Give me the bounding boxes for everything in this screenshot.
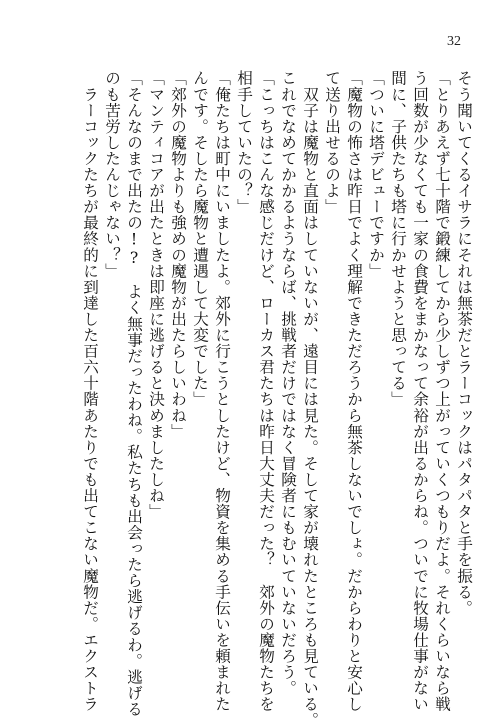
text-line: 「ついに塔デビューですか」	[367, 70, 385, 279]
text-line: 「マンティコアが出たときは即座に逃げると決めましたしね」	[147, 70, 165, 520]
text-line: 「魔物の怖さは昨日でよく理解できただろうから無茶しないでしょ。だからわりと安心し	[345, 70, 363, 712]
text-line: 「俺たちは町中にいましたよ。郊外に行こうとしたけど、物資を集める手伝いを頼まれた	[213, 70, 231, 712]
text-line: て送り出せるのよ」	[323, 70, 341, 215]
text-line: そう聞いてくるイサラにそれは無茶だとラーコックはパタパタと手を振る。	[455, 70, 473, 616]
text-line: のも苦労したんじゃない？」	[103, 70, 121, 279]
text-line: 間に、子供たちも塔に行かせようと思ってる」	[389, 70, 407, 408]
text-line: う回数が少なくても一家の食費をまかなって余裕が出るからね。ついでに牧場仕事がない	[411, 70, 429, 712]
text-line: これでなめてかかるようならば、挑戦者だけではなく冒険者にもむいていないだろう。	[279, 70, 297, 696]
text-line: 双子は魔物と直面はしていないが、遠目には見た。そして家が壊れたところも見ている。	[301, 70, 319, 728]
text-line: 「こっちはこんな感じだけど、ローカス君たちは昨日大丈夫だった？ 郊外の魔物たちを	[257, 70, 275, 712]
text-line: 相手していたの？」	[235, 70, 253, 215]
text-line: んです。そしたら魔物と遭遇して大変でした」	[191, 70, 209, 408]
text-line: 「郊外の魔物よりも強めの魔物が出たらしいわね」	[169, 70, 187, 440]
vertical-text-body	[79, 70, 475, 728]
page-number: 32	[447, 34, 461, 49]
text-line: ラーコックたちが最終的に到達した百六十階あたりでも出てこない魔物だ。エクストラ	[81, 70, 99, 712]
text-line: 「とりあえず七十階で鍛練してから少しずつ上がっていくつもりだよ。それくらいなら戦	[433, 70, 451, 712]
text-line: 「そんなのまで出たの!? よく無事だったわね。私たちも出会ったら逃げるわ。逃げる	[125, 70, 143, 717]
